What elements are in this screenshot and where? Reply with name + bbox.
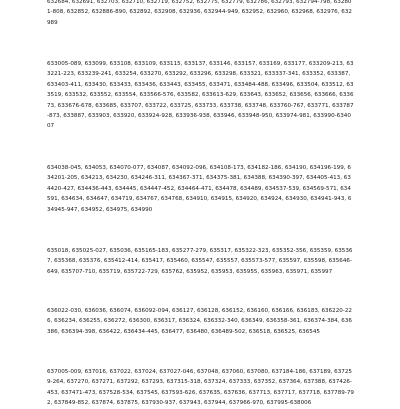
number-list-paragraph: 637005-009, 637016, 637022, 637024, 637027-046, 637048, 637060, 637080, 637184-186, 637189, 637259-264, 637270, 637271, 637292, 637293, 637315-318, 637324, 637333, 637352, 637364, 637388, 637426-453, 637471-473, 637528-534, 637545, 637593-626, 637635, 637636, 637713, 637717, 637718, 637789-792, 637849-852, 637874, 637875, 637930-937, 637943, 637944, 637966-970, 637995-638006 — [47, 369, 354, 407]
number-list-paragraph: 634038-045, 634053, 634070-077, 634087, 634092-096, 634108-173, 634182-186, 634190, 634196-199, 634201-205, 634213, 634230, 634246-311, 634367-371, 634375-381, 634388, 634390-397, 634405-413, 634420-427, 634436-443, 634445, 634447-452, 634464-471, 634478, 634489, 634537-539, 634569-571, 634591, 634634, 634647, 634719, 634767, 634768, 634910, 634915, 634920, 634924, 634930, 634941-943, 634945-947, 634952, 634975, 634990 — [47, 165, 352, 213]
number-list-paragraph: 633005-089, 633099, 633108, 633109, 633115, 633137, 633146, 633157, 633169, 633177, 633209-213, 633221-223, 633239-241, 633254, 633270, 633292, 633296, 633298, 633321, 633337-341, 633352, 633387, 633403-411, 633430, 633433, 633436, 633443, 633455, 633471, 633484-488, 633496, 633504, 633512, 633519, 633532, 633552, 633554, 633566-576, 633582, 633613-629, 633643, 633652, 633656, 633666, 633673, 633676-678, 633685, 633707, 633722, 633725, 633733, 633738, 633748, 633760-767, 633771, 633787-873, 633887, 633903, 633920, 633924-928, 633936-938, 633946, 633948-950, 633974-981, 633990-634007 — [47, 61, 354, 130]
number-list-paragraph: 635018, 635025-027, 635036, 635165-183, 635277-279, 635317, 635322-323, 635352-356, 635359, 635367, 635368, 635376, 635412-414, 635417, 635460, 635547, 635557, 635573-577, 635597, 635598, 635646-649, 635707-710, 635719, 635722-729, 635762, 635952, 635953, 635955, 635963, 635971, 635997 — [47, 248, 353, 275]
number-list-paragraph: 636022-030, 636036, 636074, 636092-094, 636127, 636128, 636152, 636160, 636166, 636183, 636220-226, 636234, 636255, 636272, 636300, 636317, 636324, 636332-340, 636349, 636358-361, 636374-384, 636386, 636394-398, 636422, 636434-445, 636477, 636480, 636489-502, 636518, 636525, 636545 — [47, 308, 352, 335]
number-list-paragraph: 632684, 632691, 632703, 632710, 632719, 632752, 632775, 632779, 632786, 632793, 632794-798, 632801-808, 632852, 632886-890, 632892, 632908, 632936, 632944-949, 632952, 632960, 632968, 632976, 632989 — [47, 0, 352, 26]
